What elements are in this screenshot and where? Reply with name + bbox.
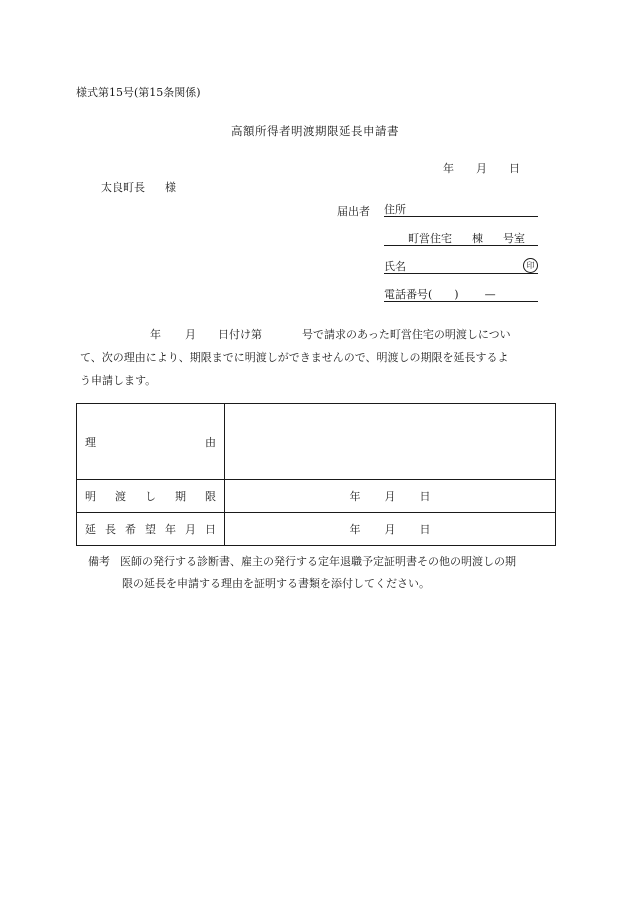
- body-line1-rest: 号で請求のあった町営住宅の明渡しについ: [302, 328, 511, 341]
- requested-month: 月: [384, 523, 396, 536]
- requested-day: 日: [419, 523, 431, 536]
- form-number: 様式第15号(第15条関係): [76, 86, 201, 99]
- requested-char: 望: [145, 523, 156, 536]
- deadline-char: 期: [175, 490, 186, 503]
- applicant-label: 届出者: [337, 205, 370, 218]
- deadline-day: 日: [419, 490, 431, 503]
- building-suffix: 棟: [472, 232, 483, 245]
- name-field[interactable]: [384, 258, 538, 274]
- reason-label-right: 由: [205, 435, 216, 449]
- seal-mark: 印: [523, 258, 538, 273]
- requested-label-cell: [77, 513, 225, 546]
- phone-label: 電話番号(: [384, 288, 433, 301]
- housing-prefix: 町営住宅: [408, 232, 452, 245]
- requested-date-row: [77, 513, 556, 546]
- body-year: 年: [150, 328, 161, 341]
- name-label: 氏名: [384, 260, 406, 273]
- addressee: [101, 179, 176, 195]
- deadline-char: 限: [205, 490, 216, 503]
- body-line-2: て、次の理由により、期限までに明渡しができませんので、明渡しの期限を延長するよ: [80, 351, 509, 364]
- request-body: [80, 323, 560, 392]
- deadline-char: 渡: [115, 490, 126, 503]
- requested-char: 延: [85, 523, 96, 536]
- addressee-honorific: 様: [165, 181, 176, 194]
- header-day: 日: [509, 162, 520, 175]
- body-line-3: う申請します。: [80, 374, 157, 387]
- deadline-char: 明: [85, 490, 96, 503]
- reason-input-cell[interactable]: [225, 404, 556, 480]
- reason-label-left: 理: [85, 435, 96, 449]
- deadline-label-cell: [77, 480, 225, 513]
- deadline-date-cell[interactable]: [225, 480, 556, 513]
- body-month: 月: [185, 328, 196, 341]
- page-title: 高額所得者明渡期限延長申請書: [231, 124, 399, 138]
- requested-date-cell[interactable]: [225, 513, 556, 546]
- room-suffix: 号室: [503, 232, 525, 245]
- reason-label-cell: [77, 404, 225, 480]
- notes-text-1: 医師の発行する診断書、雇主の発行する定年退職予定証明書その他の明渡しの期: [120, 555, 516, 568]
- notes-line-2: 限の延長を申請する理由を証明する書類を添付してください。: [122, 577, 430, 590]
- requested-char: 希: [125, 523, 136, 536]
- requested-char: 日: [205, 523, 216, 536]
- header-year: 年: [443, 162, 454, 175]
- deadline-month: 月: [384, 490, 396, 503]
- requested-char: 年: [165, 523, 176, 536]
- phone-close: ): [454, 288, 459, 301]
- phone-field[interactable]: [384, 286, 538, 302]
- addressee-name: 太良町長: [101, 181, 145, 194]
- housing-unit-field[interactable]: [384, 230, 538, 246]
- notes-label: 備考: [88, 555, 110, 568]
- deadline-char: し: [145, 490, 156, 503]
- address-field[interactable]: [384, 201, 538, 217]
- reason-row: [77, 404, 556, 480]
- notes-line-1: [88, 551, 558, 573]
- header-month: 月: [476, 162, 487, 175]
- requested-char: 月: [185, 523, 196, 536]
- requested-year: 年: [349, 523, 361, 536]
- deadline-year: 年: [349, 490, 361, 503]
- request-table: [76, 403, 556, 546]
- phone-dash: —: [484, 288, 496, 301]
- body-line-1: [80, 323, 560, 346]
- requested-char: 長: [105, 523, 116, 536]
- deadline-row: [77, 480, 556, 513]
- notes: [88, 551, 558, 595]
- body-day-no: 日付け第: [218, 328, 262, 341]
- address-label: 住所: [384, 203, 406, 216]
- header-date: [443, 160, 520, 176]
